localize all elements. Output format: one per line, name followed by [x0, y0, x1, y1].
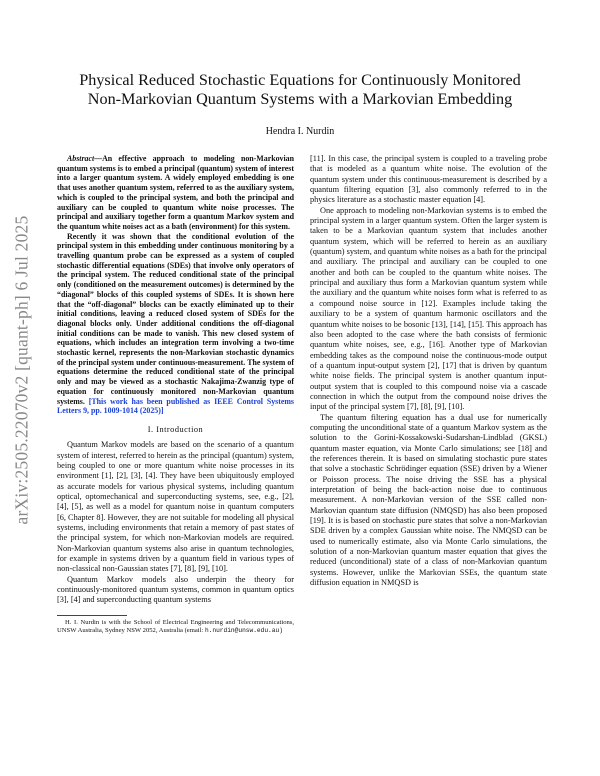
abstract-paragraph-2 [57, 232, 294, 416]
abstract-text-1: —An effective approach to modeling non-Markovian quantum systems is to embed a principal (quantum) system of interest into a larger quantum system. A widely employed embedding is one that uses another quantum system, referred to as the auxiliary system, which is coupled to the principal system, and both the principal and auxiliary can be coupled to quantum white noise processes. The principal and auxiliary together form a quantum Markov system and the quantum white noises act as a bath (environment) for this system. [57, 154, 294, 231]
left-column [57, 154, 294, 635]
body-paragraph: [11]. In this case, the principal system is coupled to a traveling probe that is modeled as a quantum white noise. The evolution of the quantum system under this continuous-measurement is described by a quantum filtering equation [3], also commonly referred to in the physics literature as a stochastic master equation [4]. [310, 154, 547, 205]
abstract-label: Abstract [67, 154, 95, 163]
section-heading: I. Introduction [147, 424, 204, 434]
footnote-rule [57, 615, 127, 616]
author-email: h.nurdin@unsw.edu.au) [204, 627, 283, 635]
arxiv-stamp [10, 170, 34, 570]
footnote [57, 619, 294, 635]
arxiv-stamp-text: arXiv:2505.22070v2 [quant-ph] 6 Jul 2025 [11, 215, 32, 525]
abstract-paragraph-1 [57, 154, 294, 232]
paper-title [60, 71, 540, 109]
body-paragraph: Quantum Markov models are based on the scenario of a quantum system of interest, referred to herein as the principal (quantum) system, being coupled to one or more quantum white noise processes in its environment [1], [2], [3], [4]. They have been ubiquitously employed as accurate models for various physical systems, including quantum optical, optomechanical and superconducting systems, see, e.g., [2], [4], [5], as well as a model for quantum noise in quantum computers [6, Chapter 8]. However, they are not suitable for modeling all physical systems, including environments that retain a memory of past states of the principal system, for which non-Markovian models are required. Non-Markovian quantum systems also arise in quantum technologies, for example in systems driven by a quantum field in various types of non-classical non-Gaussian states [7], [8], [9], [10]. [57, 440, 294, 574]
title-line-1: Physical Reduced Stochastic Equations for Continuously Monitored [79, 71, 521, 89]
title-line-2: Non-Markovian Quantum Systems with a Markovian Embedding [87, 90, 513, 108]
abstract-text-2: Recently it was shown that the conditional evolution of the principal system in this embedding under continuous monitoring by a travelling quantum probe can be expressed as a system of coupled stochastic differential equations (SDEs) that involve only operators of the principal system. The reduced conditional state of the principal only (conditioned on the measurement outcomes) is determined by the “diagonal” blocks of this coupled systems of SDEs. It is shown here that the “off-diagonal” blocks can be exactly eliminated up to their initial conditions, leaving a reduced closed system of SDEs for the diagonal blocks only. Under additional conditions the off-diagonal initial conditions can be made to vanish. This new closed system of equations, which includes an integration term involving a two-time stochastic kernel, represents the non-Markovian stochastic dynamics of the principal system under continuous-measurement. The system of equations determine the reduced conditional state of the principal only and may be viewed as a stochastic Nakajima-Zwanzig type of equation for continuously monitored non-Markovian quantum systems. [57, 231, 294, 406]
right-column [310, 154, 547, 588]
body-paragraph: The quantum filtering equation has a dual use for numerically computing the unconditional state of a quantum Markov system as the solution to the Gorini-Kossakowski-Sudarshan-Lindblad (GKSL) quantum master equation, via Monte Carlo simulations; see [18] and the references therein. It is based on simulating stochastic pure states that solve a stochastic Schrödinger equation (SSE) driven by a Wiener or Poisson process. The noise driving the SSE has a physical interpretation of being the back-action noise due to continuous measurement. A non-Markovian version of the SSE called non-Markovian quantum state diffusion (NMQSD) has also been proposed [19]. It is is based on stochastic pure states that solve a non-Markovian SDE driven by a complex Gaussian white noise. The NMQSD can be used to numerically estimate, also via Monte Carlo simulations, the solution of a non-Markovian quantum master equation that gives the reduced (unconditional) state of a class of non-Markovian quantum systems. However, unlike the Markovian SSEs, the quantum state diffusion equation in NMQSD is [310, 412, 547, 588]
body-paragraph: Quantum Markov models also underpin the theory for continuously-monitored quantum systems, common in quantum optics [3], [4] and superconducting quantum systems [57, 574, 294, 605]
author: Hendra I. Nurdin [265, 126, 335, 137]
body-paragraph: One approach to modeling non-Markovian systems is to embed the principal system in a larger quantum system. Often the larger system is taken to be a Markovian quantum system that includes another quantum system, which will be referred to herein as an auxiliary (quantum) system, and quantum white noises as a bath for the principal and auxiliary. The principal and auxiliary can be coupled to one another and both can be coupled to the quantum white noises. The principal and auxiliary thus form a Markovian quantum system while the auxiliary and the quantum white noises form what is referred to as a compound noise source in [12]. Examples include taking the auxiliary to be a system of quantum harmonic oscillators and the quantum white noises to be bosonic [13], [14], [15]. This approach has also been adopted to the case where the bath consists of fermionic quantum white noises, see, e.g., [16]. Another type of Markovian embedding takes as the compound noise the continuous-mode output of a quantum input-output system [2], [17] that is driven by quantum white noise fields. The principal system is another quantum input-output system that is coupled to this compound noise via a cascade connection in which the output from the compound noise drives the input of the principal system [7], [8], [9], [10]. [310, 205, 547, 412]
footnote-text: H. I. Nurdin is with the School of Electrical Engineering and Telecommunications, UNSW Australia, Sydney NSW 2052, Australia (email: [57, 618, 294, 635]
publication-note: [This work has been published as IEEE Control Systems Letters 9, pp. 1009-1014 (2025)] [57, 396, 294, 416]
